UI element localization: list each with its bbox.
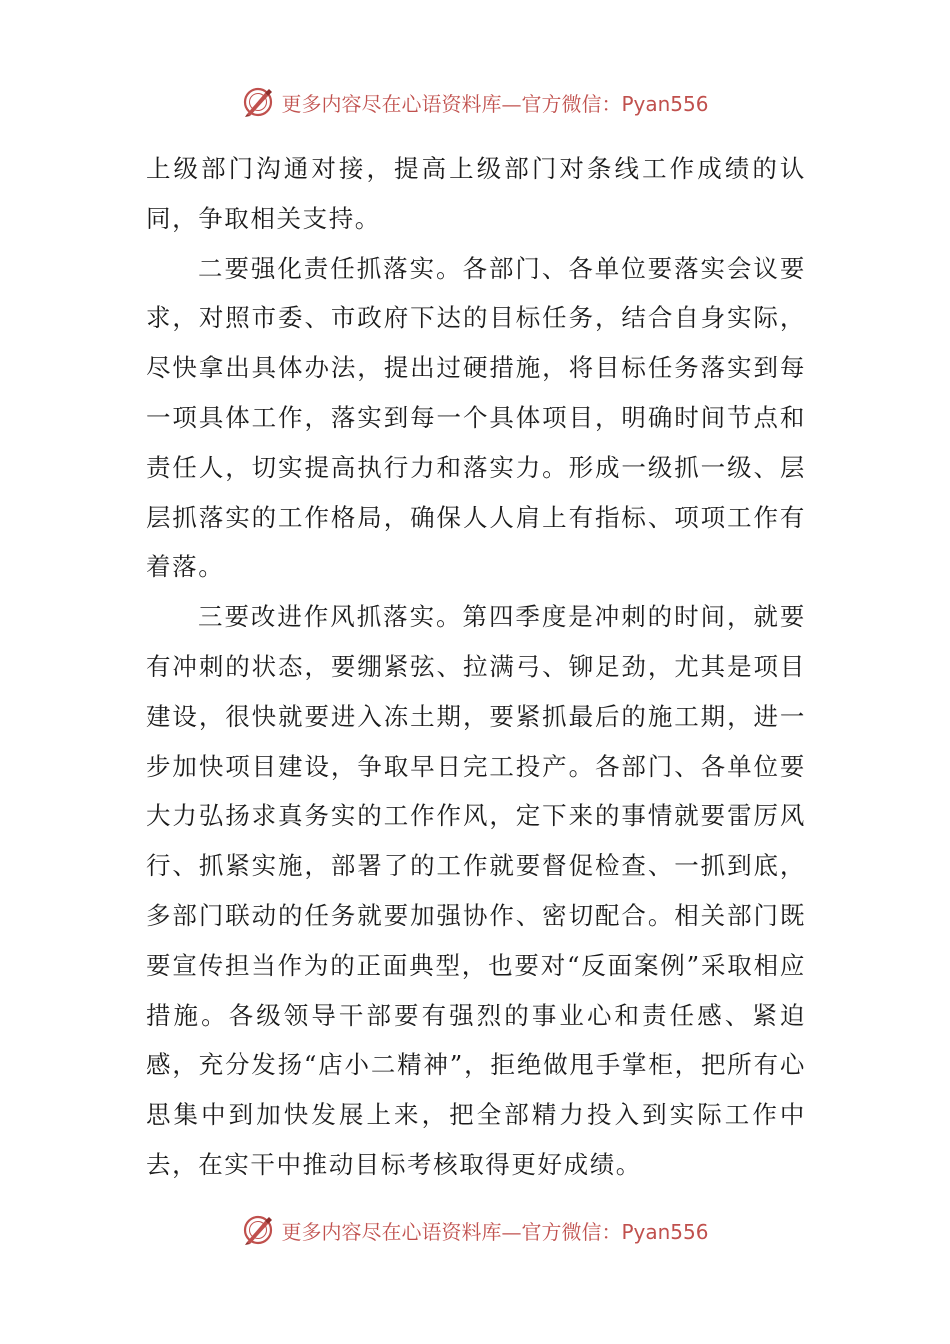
pen-logo-icon [241, 85, 275, 119]
footer-wechat-label: 官方微信：Pyan556 [521, 1219, 709, 1244]
footer-banner-label: 更多内容尽在心语资料库— [281, 1219, 522, 1244]
footer-banner [0, 1210, 950, 1250]
document-body [146, 144, 806, 1190]
header-wechat-label: 官方微信：Pyan556 [521, 91, 709, 116]
header-banner [0, 82, 950, 122]
paragraph-2: 二要强化责任抓落实。各部门、各单位要落实会议要求，对照市委、市政府下达的目标任务，结合自身实际，尽快拿出具体办法，提出过硬措施，将目标任务落实到每一项具体工作，落实到每一个具体项目，明确时间节点和责任人，切实提高执行力和落实力。形成一级抓一级、层层抓落实的工作格局，确保人人肩上有指标、项项工作有着落。 [146, 253, 806, 582]
header-banner-label: 更多内容尽在心语资料库— [281, 91, 522, 116]
header-banner-text [281, 88, 708, 117]
paragraph-1: 上级部门沟通对接，提高上级部门对条线工作成绩的认同，争取相关支持。 [146, 154, 806, 233]
footer-banner-content [241, 1213, 708, 1247]
header-banner-content [241, 85, 708, 119]
footer-banner-text [281, 1216, 708, 1245]
pen-logo-icon [241, 1213, 275, 1247]
paragraph-3: 三要改进作风抓落实。第四季度是冲刺的时间，就要有冲刺的状态，要绷紧弦、拉满弓、铆足劲，尤其是项目建设，很快就要进入冻土期，要紧抓最后的施工期，进一步加快项目建设，争取早日完工投产。各部门、各单位要大力弘扬求真务实的工作作风，定下来的事情就要雷厉风行、抓紧实施，部署了的工作就要督促检查、一抓到底，多部门联动的任务就要加强协作、密切配合。相关部门既要宣传担当作为的正面典型，也要对“反面案例”采取相应措施。各级领导干部要有强烈的事业心和责任感、紧迫感，充分发扬“店小二精神”，拒绝做甩手掌柜，把所有心思集中到加快发展上来，把全部精力投入到实际工作中去，在实干中推动目标考核取得更好成绩。 [146, 602, 806, 1179]
